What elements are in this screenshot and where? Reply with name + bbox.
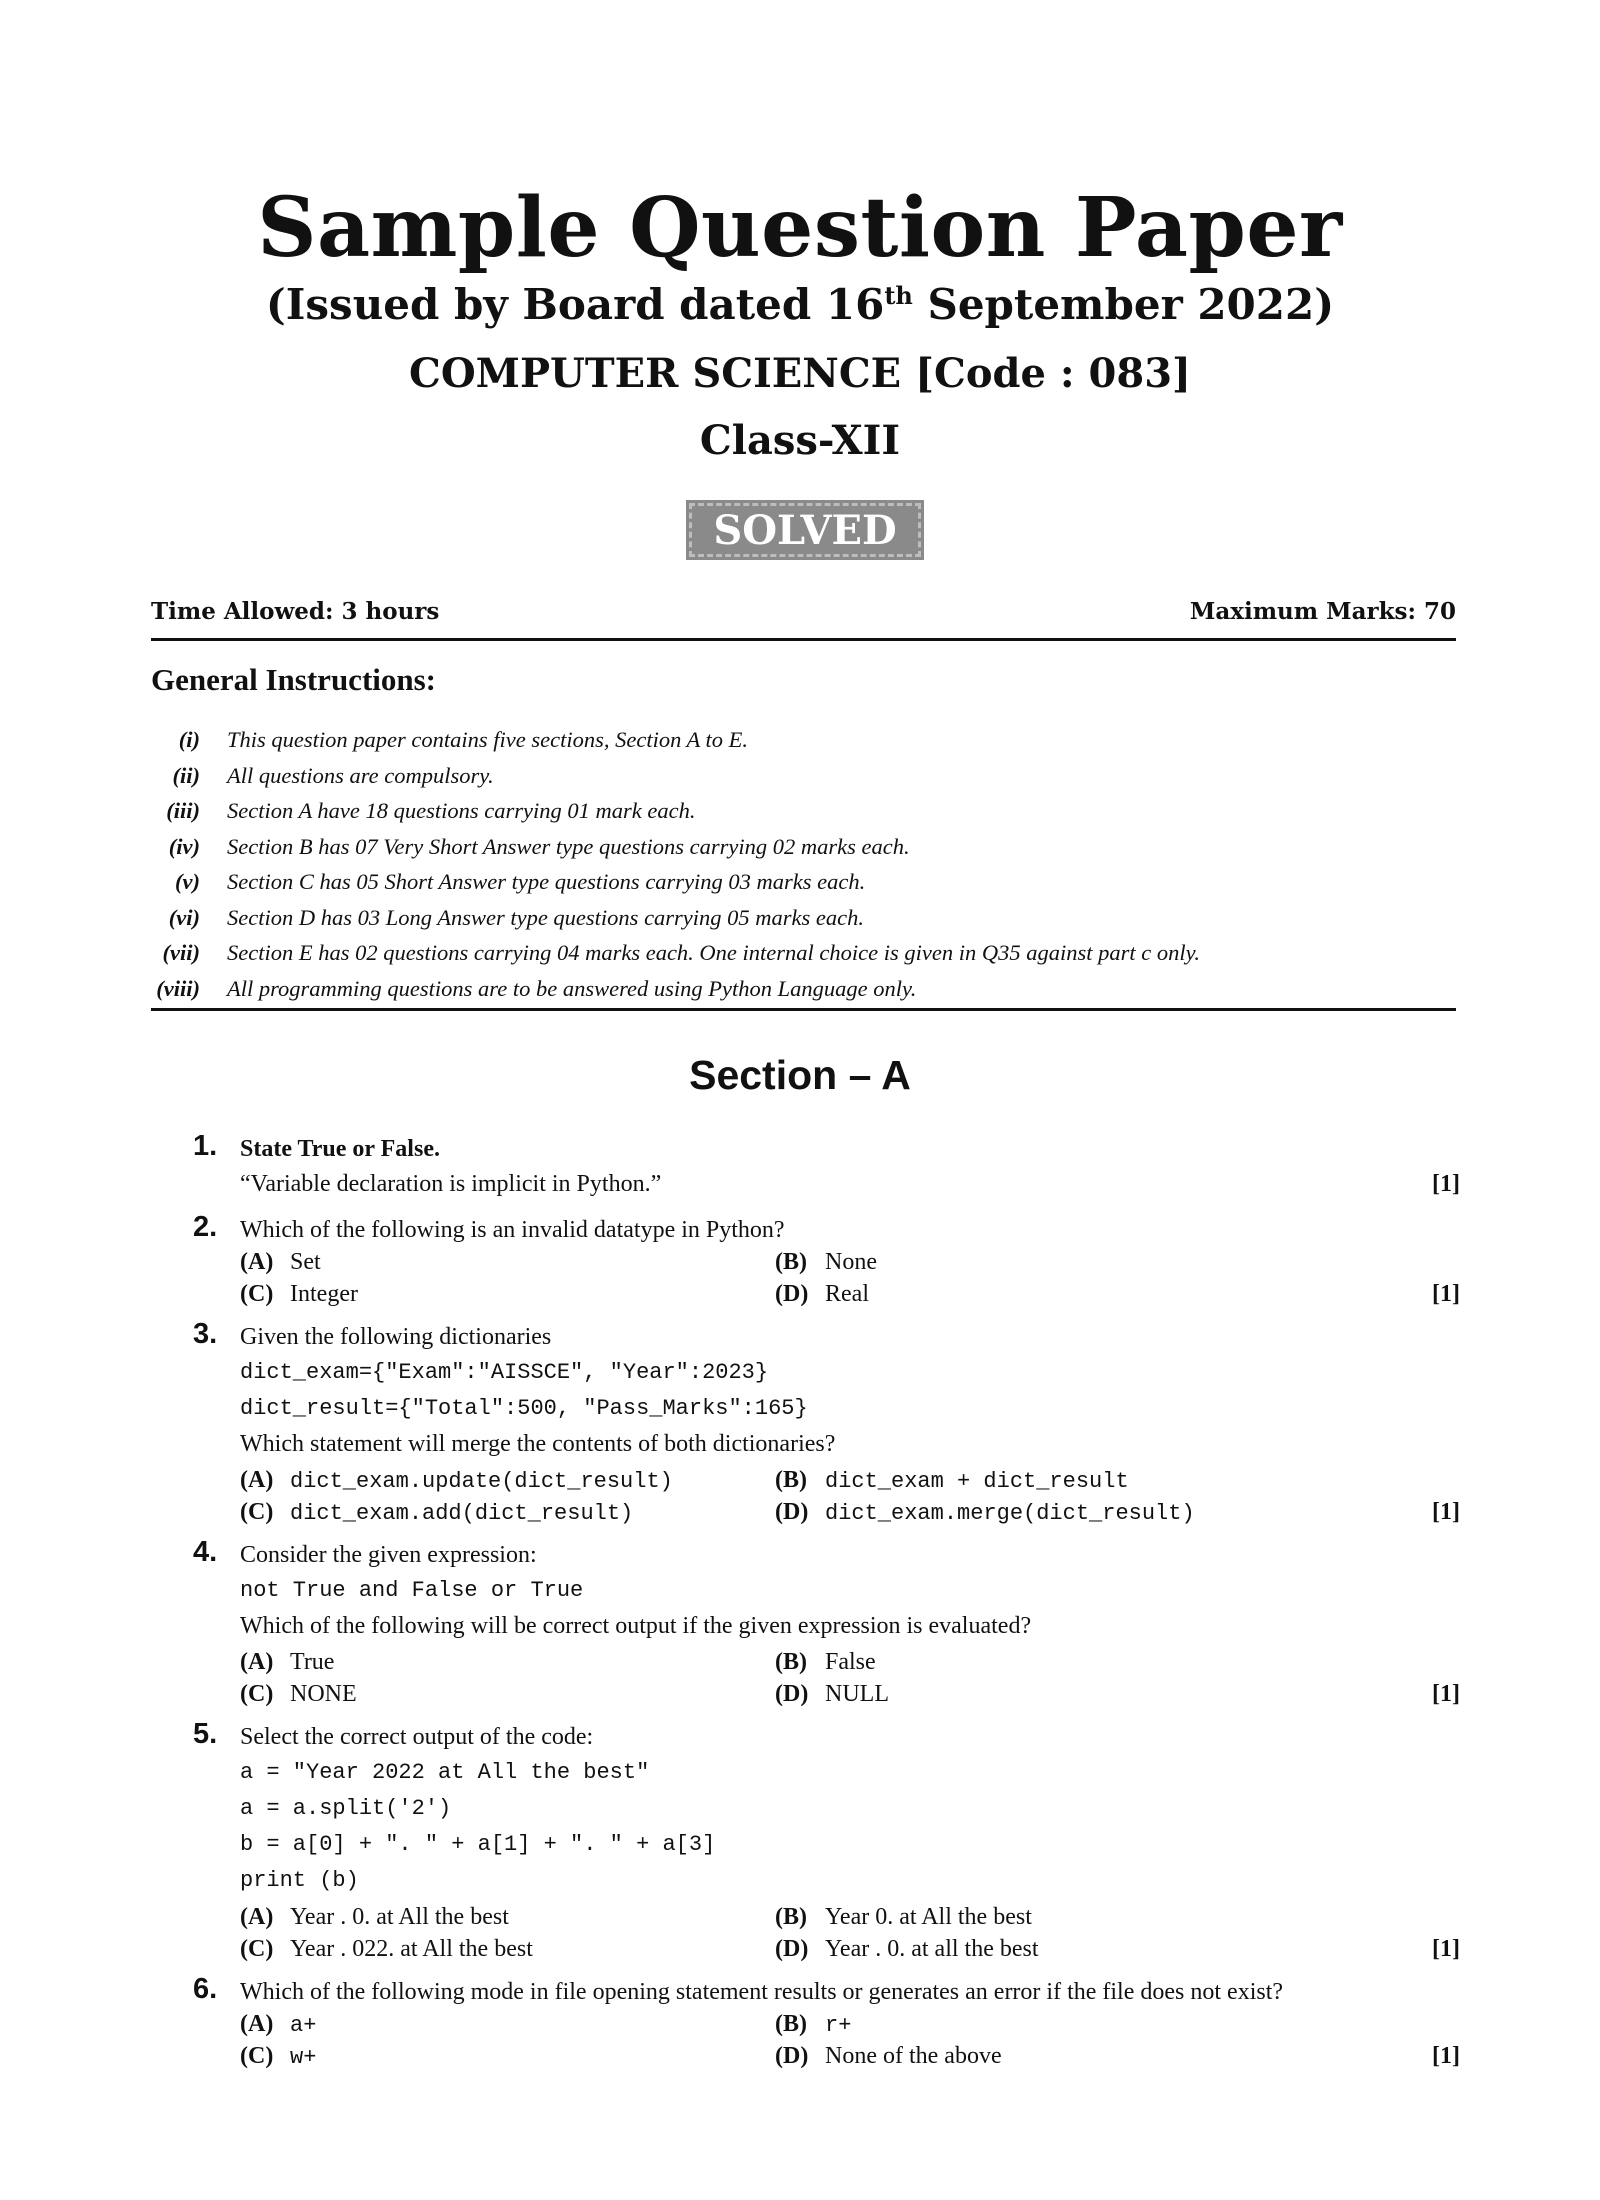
option-d xyxy=(775,1681,889,1708)
option-d xyxy=(775,1499,1195,1526)
question-stem: Consider the given expression: xyxy=(240,1542,537,1568)
question-stem: Select the correct output of the code: xyxy=(240,1724,594,1750)
option-label: (B) xyxy=(775,1467,807,1493)
option-a xyxy=(240,1904,509,1931)
instruction-item xyxy=(100,758,1460,794)
issued-date-line xyxy=(0,280,1600,329)
question-marks: [1] xyxy=(1432,1171,1460,1197)
option-label: (A) xyxy=(240,1249,274,1275)
option-text: False xyxy=(825,1649,876,1675)
option-label: (A) xyxy=(240,1467,274,1493)
option-d xyxy=(775,2043,1002,2070)
option-b xyxy=(775,1649,876,1676)
divider-bottom xyxy=(151,1008,1456,1011)
section-heading: Section – A xyxy=(689,1052,911,1098)
instruction-text: Section E has 02 questions carrying 04 marks each. One internal choice is given in Q35 against part c only. xyxy=(227,940,1200,965)
instruction-number: (v) xyxy=(175,869,200,894)
question-number: 4. xyxy=(193,1536,218,1568)
option-label: (A) xyxy=(240,1649,274,1675)
question-number: 6. xyxy=(193,1973,218,2005)
option-label: (B) xyxy=(775,1649,807,1675)
instruction-number: (iii) xyxy=(166,798,200,823)
option-text: None xyxy=(825,1249,877,1275)
solved-badge: SOLVED xyxy=(686,500,924,560)
option-a xyxy=(240,1249,321,1276)
instruction-number: (vii) xyxy=(162,940,200,965)
code-line: dict_exam={"Exam":"AISSCE", "Year":2023} xyxy=(240,1360,769,1385)
question-stem: Given the following dictionaries xyxy=(240,1324,552,1350)
option-a xyxy=(240,2011,316,2038)
option-text: Set xyxy=(290,1249,321,1275)
class-line: Class-XII xyxy=(699,417,901,464)
issued-superscript: th xyxy=(884,281,913,310)
question-number: 3. xyxy=(193,1318,218,1350)
instruction-item xyxy=(100,793,1460,829)
exam-meta-row xyxy=(151,598,1456,625)
option-label: (D) xyxy=(775,1281,809,1307)
option-a xyxy=(240,1649,334,1676)
option-text: True xyxy=(290,1649,335,1675)
option-text: w+ xyxy=(290,2045,317,2070)
code-line: b = a[0] + ". " + a[1] + ". " + a[3] xyxy=(240,1832,716,1857)
option-label: (C) xyxy=(240,1936,274,1962)
instruction-text: All programming questions are to be answered using Python Language only. xyxy=(227,975,917,1001)
instruction-item xyxy=(100,829,1460,865)
option-label: (A) xyxy=(240,2011,274,2037)
instruction-number: (i) xyxy=(178,727,200,752)
option-c xyxy=(240,1681,357,1708)
option-b xyxy=(775,1904,1032,1931)
instruction-text: Section A have 18 questions carrying 01 mark each. xyxy=(227,798,696,823)
option-b xyxy=(775,1249,877,1276)
question-stem-continued: Which statement will merge the contents of both dictionaries? xyxy=(240,1431,836,1457)
instruction-number: (viii) xyxy=(156,975,200,1001)
option-label: (C) xyxy=(240,1281,274,1307)
option-text: Real xyxy=(825,1281,869,1307)
option-label: (D) xyxy=(775,1681,809,1707)
instruction-item xyxy=(100,864,1460,900)
instruction-text: This question paper contains five sections, Section A to E. xyxy=(227,727,748,752)
instruction-item xyxy=(100,722,1460,758)
option-c xyxy=(240,1936,533,1963)
option-text: Year 0. at All the best xyxy=(825,1904,1032,1930)
question-stem: Which of the following is an invalid datatype in Python? xyxy=(240,1217,785,1243)
instructions-heading: General Instructions: xyxy=(151,662,437,697)
instruction-number: (vi) xyxy=(168,904,200,930)
code-line: not True and False or True xyxy=(240,1578,584,1603)
option-c xyxy=(240,1499,633,1526)
option-b xyxy=(775,1467,1129,1494)
option-label: (B) xyxy=(775,1904,807,1930)
option-label: (A) xyxy=(240,1904,274,1930)
option-d xyxy=(775,1936,1039,1963)
option-label: (D) xyxy=(775,2043,809,2069)
option-label: (D) xyxy=(775,1499,809,1525)
question-marks: [1] xyxy=(1432,1499,1460,1525)
option-text: NULL xyxy=(825,1681,889,1707)
time-allowed: Time Allowed: 3 hours xyxy=(151,598,440,625)
maximum-marks: Maximum Marks: 70 xyxy=(1189,598,1456,625)
instruction-item xyxy=(100,971,1460,1007)
question-stem: State True or False. xyxy=(240,1136,440,1162)
option-label: (C) xyxy=(240,1499,274,1525)
option-text: NONE xyxy=(290,1681,357,1707)
instruction-text: All questions are compulsory. xyxy=(227,762,494,788)
option-text: dict_exam + dict_result xyxy=(825,1469,1129,1494)
instruction-item xyxy=(100,900,1460,936)
page-title: Sample Question Paper xyxy=(257,180,1343,276)
option-label: (B) xyxy=(775,2011,807,2037)
issued-suffix: September 2022) xyxy=(912,280,1335,329)
instructions-list xyxy=(100,722,1460,1006)
instruction-number: (ii) xyxy=(172,762,200,788)
issued-prefix: (Issued by Board dated 16 xyxy=(265,280,885,329)
instruction-text: Section C has 05 Short Answer type questions carrying 03 marks each. xyxy=(227,869,866,894)
option-c xyxy=(240,2043,316,2070)
question-stem: Which of the following mode in file opening statement results or generates an error if the file does not exist? xyxy=(240,1979,1284,2005)
option-b xyxy=(775,2011,851,2038)
instruction-item xyxy=(100,935,1460,971)
question-marks: [1] xyxy=(1432,2043,1460,2069)
question-marks: [1] xyxy=(1432,1281,1460,1307)
question-number: 2. xyxy=(193,1211,218,1243)
question-number: 1. xyxy=(193,1130,218,1162)
option-text: None of the above xyxy=(825,2043,1002,2069)
option-c xyxy=(240,1281,358,1308)
divider-top xyxy=(151,638,1456,641)
subject-line: COMPUTER SCIENCE [Code : 083] xyxy=(409,350,1191,397)
question-statement: “Variable declaration is implicit in Python.” xyxy=(240,1171,662,1197)
option-text: r+ xyxy=(825,2013,852,2038)
question-marks: [1] xyxy=(1432,1681,1460,1707)
option-label: (C) xyxy=(240,1681,274,1707)
question-number: 5. xyxy=(193,1718,218,1750)
option-text: Year . 0. at All the best xyxy=(290,1904,509,1930)
option-text: dict_exam.update(dict_result) xyxy=(290,1469,673,1494)
option-text: Integer xyxy=(290,1281,358,1307)
code-line: dict_result={"Total":500, "Pass_Marks":165} xyxy=(240,1396,808,1421)
option-text: dict_exam.add(dict_result) xyxy=(290,1501,634,1526)
option-text: a+ xyxy=(290,2013,317,2038)
instruction-text: Section D has 03 Long Answer type questions carrying 05 marks each. xyxy=(227,904,865,930)
option-label: (D) xyxy=(775,1936,809,1962)
instruction-text: Section B has 07 Very Short Answer type questions carrying 02 marks each. xyxy=(227,833,910,859)
option-label: (B) xyxy=(775,1249,807,1275)
question-marks: [1] xyxy=(1432,1936,1460,1962)
option-text: Year . 022. at All the best xyxy=(290,1936,533,1962)
option-label: (C) xyxy=(240,2043,274,2069)
option-d xyxy=(775,1281,869,1308)
code-line: print (b) xyxy=(240,1868,359,1893)
option-text: dict_exam.merge(dict_result) xyxy=(825,1501,1195,1526)
question-stem-continued: Which of the following will be correct output if the given expression is evaluated? xyxy=(240,1613,1032,1639)
option-text: Year . 0. at all the best xyxy=(825,1936,1039,1962)
instruction-number: (iv) xyxy=(168,833,200,859)
code-line: a = a.split('2') xyxy=(240,1796,452,1821)
option-a xyxy=(240,1467,673,1494)
code-line: a = "Year 2022 at All the best" xyxy=(240,1760,650,1785)
